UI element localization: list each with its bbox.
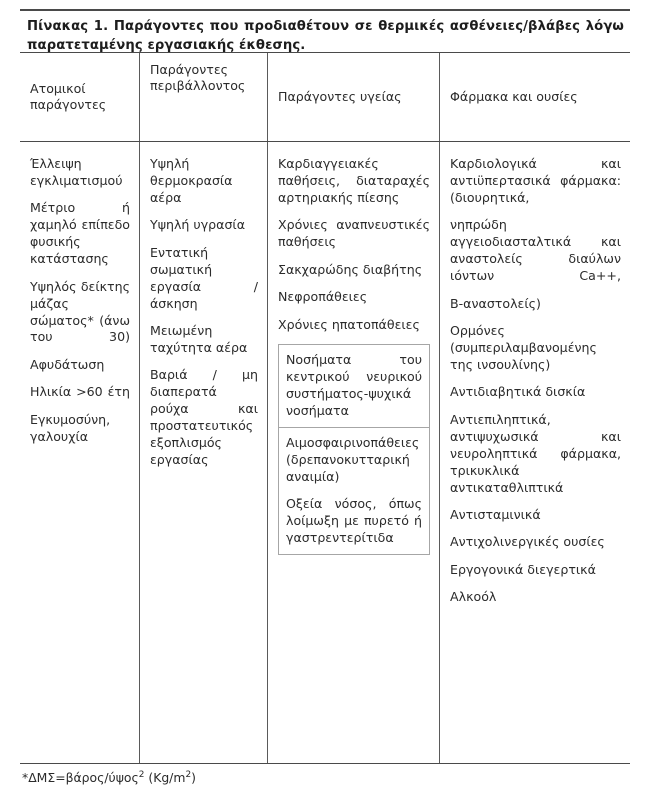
list-item: Αιμοσφαιρινοπάθειες (δρεπανοκυτταρική αναιμία) — [286, 434, 420, 484]
table-caption — [20, 9, 630, 55]
list-item: Χρόνιες αναπνευστικές παθήσεις — [278, 217, 430, 250]
footnote-middle: (Kg/m — [144, 770, 186, 785]
list-item: Αλκοόλ — [450, 589, 497, 605]
column-header-personal-label: Ατομικοί παράγοντες — [30, 80, 107, 112]
list-item: Καρδιολογικά και αντιϋπερτασικά φάρμακα: (διουρητικά, — [450, 156, 621, 205]
list-item: Μέτριο ή χαμηλό επίπεδο φυσικής κατάστασης — [30, 200, 130, 267]
list-item: Αντισταμινικά — [450, 506, 541, 522]
list-item: Νοσήματα του κεντρικού νευρικού συστήματος-ψυχικά νοσήματα — [286, 352, 422, 418]
table-body-row — [20, 142, 630, 763]
column-header-drugs — [440, 53, 630, 141]
footnote-exponent-1: 2 — [138, 769, 145, 780]
footnote-exponent-2: 2 — [185, 769, 192, 780]
health-subcell-cns — [278, 344, 430, 428]
table-caption-text: Πίνακας 1. Παράγοντες που προδιαθέτουν σε θερμικές ασθένειες/βλάβες λόγω παρατεταμένης εργασιακής έκθεσης. — [27, 19, 624, 53]
column-drugs-substances — [440, 142, 630, 763]
column-header-drugs-label: Φάρμακα και ουσίες — [450, 88, 578, 104]
column-personal-factors — [20, 142, 140, 763]
column-header-environmental-label: Παράγοντες περιβάλλοντος — [150, 62, 246, 94]
footnote-suffix: ) — [191, 770, 196, 785]
list-item: Έλλειψη εγκλιματισμού — [30, 156, 123, 188]
table-header-row — [20, 53, 630, 142]
list-item: Υψηλός δείκτης μάζας σώματος* (άνω του 30) — [30, 278, 130, 345]
list-item: Αφυδάτωση — [30, 356, 105, 372]
column-environmental-factors — [140, 142, 268, 763]
list-item: Ηλικία >60 έτη — [30, 384, 130, 400]
list-item: Αντιεπιληπτικά, αντιψυχωσικά και νευροληπτικά φάρμακα, τρικυκλικά αντικαταθλιπτικά — [450, 411, 621, 495]
list-item: Καρδιαγγειακές παθήσεις, διαταραχές αρτηριακής πίεσης — [278, 156, 430, 205]
list-item: νηπρώδη αγγειοδιασταλτικά και αναστολείς διαύλων ιόντων Ca++, — [450, 217, 621, 284]
list-item: Νεφροπάθειες — [278, 289, 368, 305]
list-item: Χρόνιες ηπατοπάθειες — [278, 316, 420, 332]
table-footnote — [22, 770, 196, 786]
list-item: Αντιδιαβητικά δισκία — [450, 384, 586, 400]
list-item: Αντιχολινεργικές ουσίες — [450, 534, 605, 550]
list-item: Υψηλή υγρασία — [150, 217, 246, 233]
list-item: Σακχαρώδης διαβήτης — [278, 261, 423, 277]
list-item: Υψηλή θερμοκρασία αέρα — [150, 156, 233, 205]
column-header-environmental — [140, 53, 268, 141]
list-item: Μειωμένη ταχύτητα αέρα — [150, 323, 248, 355]
list-item: Εντατική σωματική εργασία / άσκηση — [150, 244, 258, 311]
column-header-personal — [20, 53, 140, 141]
column-health-factors — [268, 142, 440, 763]
list-item: Ορμόνες (συμπεριλαμβανομένης της ινσουλίνης) — [450, 323, 597, 372]
list-item: Β-αναστολείς) — [450, 295, 541, 311]
footnote-prefix: *ΔΜΣ=βάρος/ύψος — [22, 770, 139, 785]
column-header-health — [268, 53, 440, 141]
list-item: Εγκυμοσύνη, γαλουχία — [30, 411, 111, 444]
factors-table — [20, 52, 630, 764]
list-item: Εργογονικά διεγερτικά — [450, 561, 596, 577]
list-item: Βαριά / μη διαπερατά ρούχα και προστατευτικός εξοπλισμός εργασίας — [150, 367, 258, 468]
health-subcell-acute — [278, 428, 430, 555]
column-header-health-label: Παράγοντες υγείας — [278, 88, 402, 104]
list-item: Οξεία νόσος, όπως λοίμωξη με πυρετό ή γαστρεντερίτιδα — [286, 496, 422, 545]
